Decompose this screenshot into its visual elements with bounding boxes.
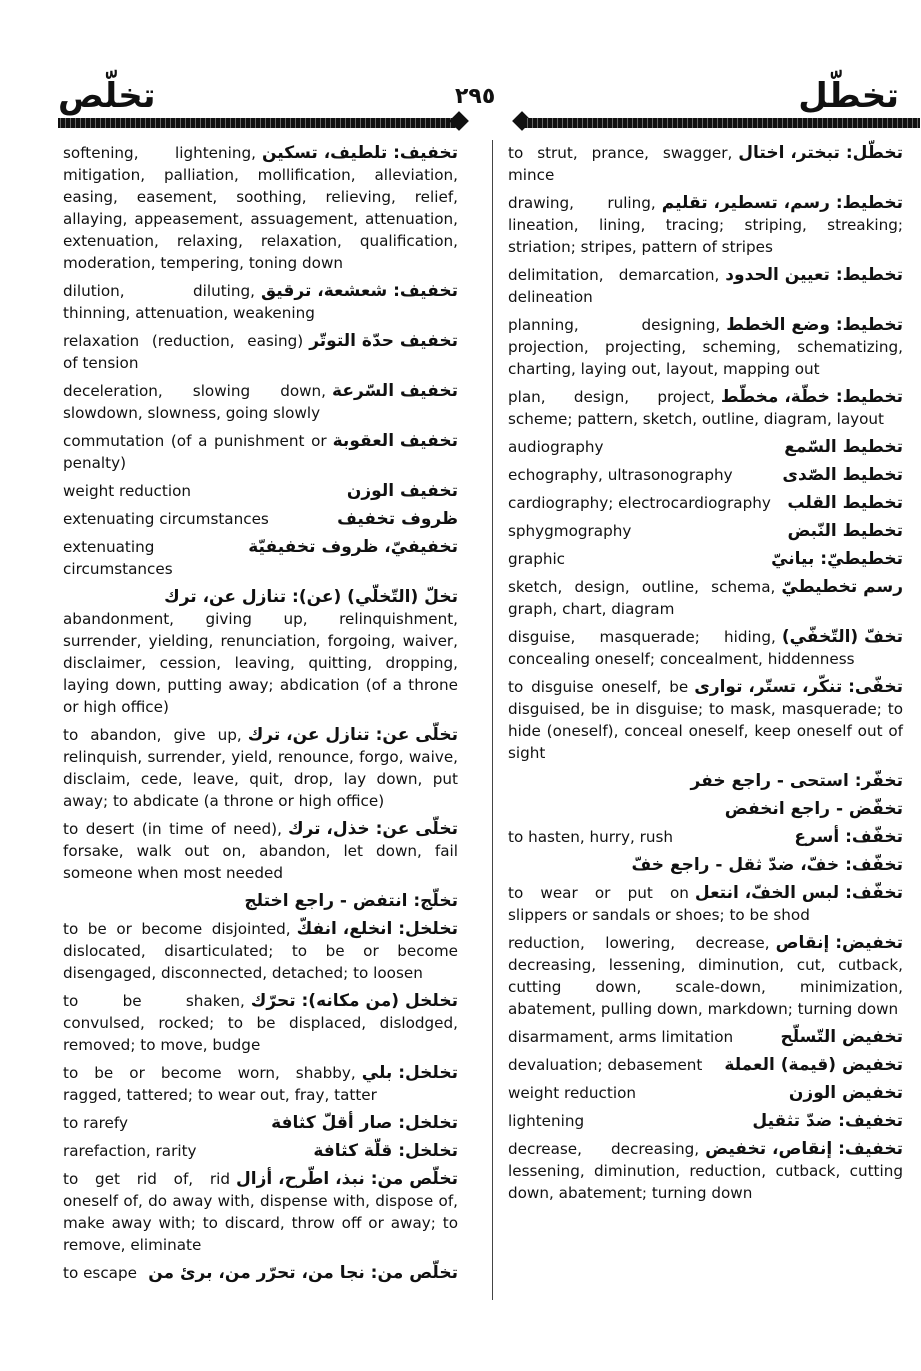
arabic-headword: تخطيط السّمع	[784, 437, 903, 457]
arabic-headword: تخلّص من: نبذ، اطّرح، أزال	[236, 1169, 458, 1189]
dictionary-entry	[63, 536, 458, 580]
english-definition: to desert (in time of need), forsake, walk out on, abandon, let down, fail someone when most needed	[63, 820, 458, 882]
dictionary-entry	[508, 436, 903, 458]
arabic-headword: تخلّج: انتفض - راجع اختلج	[244, 891, 458, 911]
english-definition: drawing, ruling, lineation, lining, tracing; striping, streaking; striation; stripes, pattern of stripes	[508, 194, 903, 256]
arabic-headword: تخفّر: استحى - راجع خفر	[690, 771, 903, 791]
arabic-headword: تخلّ (التّخلّي) (عن): تنازل عن، ترك	[164, 587, 458, 607]
english-definition: extenuating circumstances	[63, 538, 173, 578]
arabic-headword: تخطيط الصّدى	[782, 465, 903, 485]
dictionary-entry	[508, 1026, 903, 1048]
english-definition: delimitation, demarcation, delineation	[508, 266, 720, 306]
arabic-headword: تخفيف: تلطيف، تسكين	[261, 143, 458, 163]
dictionary-entry	[63, 380, 458, 424]
dictionary-entry	[63, 330, 458, 374]
dictionary-entry	[508, 1082, 903, 1104]
arabic-headword: تخلّى عن: تنازل عن، ترك	[247, 725, 458, 745]
dictionary-entry	[63, 990, 458, 1056]
page-number: ٢٩٥	[455, 84, 496, 109]
english-definition: cardiography; electrocardiography	[508, 494, 771, 512]
english-definition: commutation (of a punishment or penalty)	[63, 432, 327, 472]
english-definition: weight reduction	[508, 1084, 636, 1102]
dictionary-entry	[63, 1140, 458, 1162]
dictionary-entry	[63, 142, 458, 274]
arabic-headword: تخفّف: أسرع	[794, 827, 903, 847]
arabic-headword: تخلخل: قلّة كثافة	[313, 1141, 458, 1161]
arabic-headword: تخفّى: تنكّر، تستّر، توارى	[694, 677, 903, 697]
arabic-headword: تخفيف العقوبة	[332, 431, 458, 451]
english-definition: dilution, diluting, thinning, attenuation, weakening	[63, 282, 315, 322]
arabic-headword: تخطيطيّ: بيانيّ	[771, 549, 903, 569]
dictionary-entry	[508, 770, 903, 792]
english-definition: disarmament, arms limitation	[508, 1028, 734, 1046]
dictionary-entry	[508, 882, 903, 926]
dictionary-entry	[508, 464, 903, 486]
dictionary-entry	[508, 492, 903, 514]
arabic-headword: تخفّض - راجع انخفض	[724, 799, 903, 819]
arabic-headword: تخطيط: تعيين الحدود	[725, 265, 903, 285]
dictionary-entry	[508, 314, 903, 380]
arabic-headword: تخفيف: إنقاص، تخفيض	[705, 1139, 903, 1159]
english-definition: reduction, lowering, decrease, decreasing, lessening, diminution, cut, cutback, cutting down, scale-down, minimization, abatement, pulling down, markdown; turning down	[508, 934, 903, 1018]
arabic-headword: تخطّل: تبختر، اختال	[738, 143, 903, 163]
arabic-headword: تخفّف: لبس الخفّ، انتعل	[694, 883, 903, 903]
right-header-rule	[525, 118, 920, 128]
english-definition: audiography	[508, 438, 604, 456]
dictionary-entry	[508, 626, 903, 670]
english-definition: lightening	[508, 1112, 585, 1130]
english-definition: echography, ultrasonography	[508, 466, 733, 484]
english-definition: to get rid of, rid oneself of, do away with, dispense with, dispose of, make away with; to discard, throw off or away; to remove, eliminate	[63, 1170, 458, 1254]
english-definition: to strut, prance, swagger, mince	[508, 144, 733, 184]
dictionary-entry	[63, 586, 458, 718]
left-column	[63, 142, 458, 1290]
english-definition: to be or become disjointed, dislocated, disarticulated; to be or become disengaged, disconnected, detached; to loosen	[63, 920, 458, 982]
arabic-headword: تخفيف: شعشعة، ترقيق	[260, 281, 458, 301]
dictionary-entry	[508, 576, 903, 620]
arabic-headword: تخفيف: ضدّ تثقيل	[752, 1111, 903, 1131]
english-definition: to escape	[63, 1264, 137, 1282]
english-definition: decrease, decreasing, lessening, diminution, reduction, cutback, cutting down, abatement; turning down	[508, 1140, 903, 1202]
arabic-headword: تخطيط القلب	[787, 493, 903, 513]
english-definition: to be shaken, convulsed, rocked; to be displaced, dislodged, removed; to move, budge	[63, 992, 458, 1054]
column-divider	[492, 140, 493, 1300]
arabic-headword: رسم تخطيطيّ	[781, 577, 903, 597]
right-guide-word: تخطّل	[798, 76, 899, 116]
english-definition: to disguise oneself, be disguised, be in disguise; to mask, masquerade; to hide (oneself), conceal oneself, keep oneself out of sight	[508, 678, 903, 762]
dictionary-entry	[508, 1110, 903, 1132]
dictionary-entry	[63, 890, 458, 912]
english-definition: weight reduction	[63, 482, 191, 500]
english-definition: deceleration, slowing down, slowdown, slowness, going slowly	[63, 382, 327, 422]
arabic-headword: تخفيض التّسلّح	[780, 1027, 903, 1047]
dictionary-entry	[508, 826, 903, 848]
arabic-headword: تخفيف السّرعة	[332, 381, 458, 401]
dictionary-entry	[508, 932, 903, 1020]
dictionary-entry	[63, 430, 458, 474]
arabic-headword: تخلّص من: نجا من، تحرّر من، برئ من	[148, 1263, 458, 1283]
english-definition: relaxation (reduction, easing) of tension	[63, 332, 304, 372]
arabic-headword: تخطيط: رسم، تسطير، تقليم	[661, 193, 903, 213]
arabic-headword: تخطيط: خطّة، مخطّط	[720, 387, 903, 407]
dictionary-entry	[63, 1262, 458, 1284]
dictionary-entry	[508, 264, 903, 308]
dictionary-entry	[63, 1062, 458, 1106]
dictionary-entry	[63, 818, 458, 884]
english-definition: to abandon, give up, relinquish, surrender, yield, renounce, forgo, waive, disclaim, cede, leave, quit, drop, lay down, put away; to abdicate (a throne or high office)	[63, 726, 458, 810]
right-column	[508, 142, 903, 1210]
arabic-headword: ظروف تخفيف	[337, 509, 458, 529]
dictionary-entry	[63, 1168, 458, 1256]
english-definition: rarefaction, rarity	[63, 1142, 197, 1160]
dictionary-entry	[63, 918, 458, 984]
arabic-headword: تخلخل: انخلع، انفكّ	[296, 919, 458, 939]
english-definition: extenuating circumstances	[63, 510, 269, 528]
dictionary-entry	[508, 1054, 903, 1076]
arabic-headword: تخفيف الوزن	[346, 481, 458, 501]
english-definition: to hasten, hurry, rush	[508, 828, 674, 846]
arabic-headword: تخلّى عن: خذل، ترك	[287, 819, 458, 839]
english-definition: sphygmography	[508, 522, 632, 540]
english-definition: planning, designing, projection, projecting, scheming, schematizing, charting, laying out, layout, mapping out	[508, 316, 903, 378]
dictionary-entry	[63, 508, 458, 530]
dictionary-entry	[63, 724, 458, 812]
dictionary-entry	[508, 142, 903, 186]
dictionary-entry	[508, 1138, 903, 1204]
left-header-rule	[58, 118, 458, 128]
arabic-headword: تخفيف حدّة التوتّر	[309, 331, 458, 351]
arabic-headword: تخلخل (من مكانه): تحرّك	[250, 991, 458, 1011]
arabic-headword: تخفّ (التّخفّي)	[781, 627, 903, 647]
dictionary-entry	[508, 386, 903, 430]
arabic-headword: تخفيفيّ، ظروف تخفيفيّة	[248, 537, 458, 557]
arabic-headword: تخطيط: وضع الخطط	[726, 315, 903, 335]
dictionary-entry	[508, 520, 903, 542]
dictionary-entry	[63, 280, 458, 324]
dictionary-entry	[63, 480, 458, 502]
dictionary-entry	[508, 798, 903, 820]
dictionary-entry	[63, 1112, 458, 1134]
english-definition: devaluation; debasement	[508, 1056, 703, 1074]
arabic-headword: تخطيط النّبض	[787, 521, 903, 541]
arabic-headword: تخفّف: خفّ، ضدّ ثقل - راجع خفّ	[631, 855, 903, 875]
english-definition: to wear or put on slippers or sandals or shoes; to be shod	[508, 884, 810, 924]
english-definition: graphic	[508, 550, 566, 568]
english-definition: to rarefy	[63, 1114, 128, 1132]
arabic-headword: تخلخل: بلي	[361, 1063, 458, 1083]
english-definition: sketch, design, outline, schema, graph, chart, diagram	[508, 578, 776, 618]
dictionary-entry	[508, 548, 903, 570]
arabic-headword: تخفيض (قيمة) العملة	[724, 1055, 903, 1075]
english-definition: to be or become worn, shabby, ragged, tattered; to wear out, fray, tatter	[63, 1064, 377, 1104]
dictionary-entry	[508, 676, 903, 764]
dictionary-entry	[508, 854, 903, 876]
arabic-headword: تخفيض: إنقاص	[775, 933, 903, 953]
english-definition: softening, lightening, mitigation, palliation, mollification, alleviation, easing, easement, soothing, relieving, relief, allaying, appeasement, assuagement, attenuation, extenuation, relaxing, relaxation, qualification, moderation, tempering, toning down	[63, 144, 458, 272]
arabic-headword: تخفيض الوزن	[788, 1083, 903, 1103]
english-definition: plan, design, project, scheme; pattern, sketch, outline, diagram, layout	[508, 388, 885, 428]
dictionary-entry	[508, 192, 903, 258]
left-guide-word: تخلّص	[58, 76, 156, 116]
arabic-headword: تخلخل: صار أقلّ كثافة	[271, 1113, 458, 1133]
english-definition: abandonment, giving up, relinquishment, surrender, yielding, renunciation, forgoing, waiver, disclaimer, cession, leaving, quitting, dropping, laying down, putting away; abdication (of a throne or high office)	[63, 610, 458, 716]
english-definition: disguise, masquerade; hiding, concealing oneself; concealment, hiddenness	[508, 628, 855, 668]
